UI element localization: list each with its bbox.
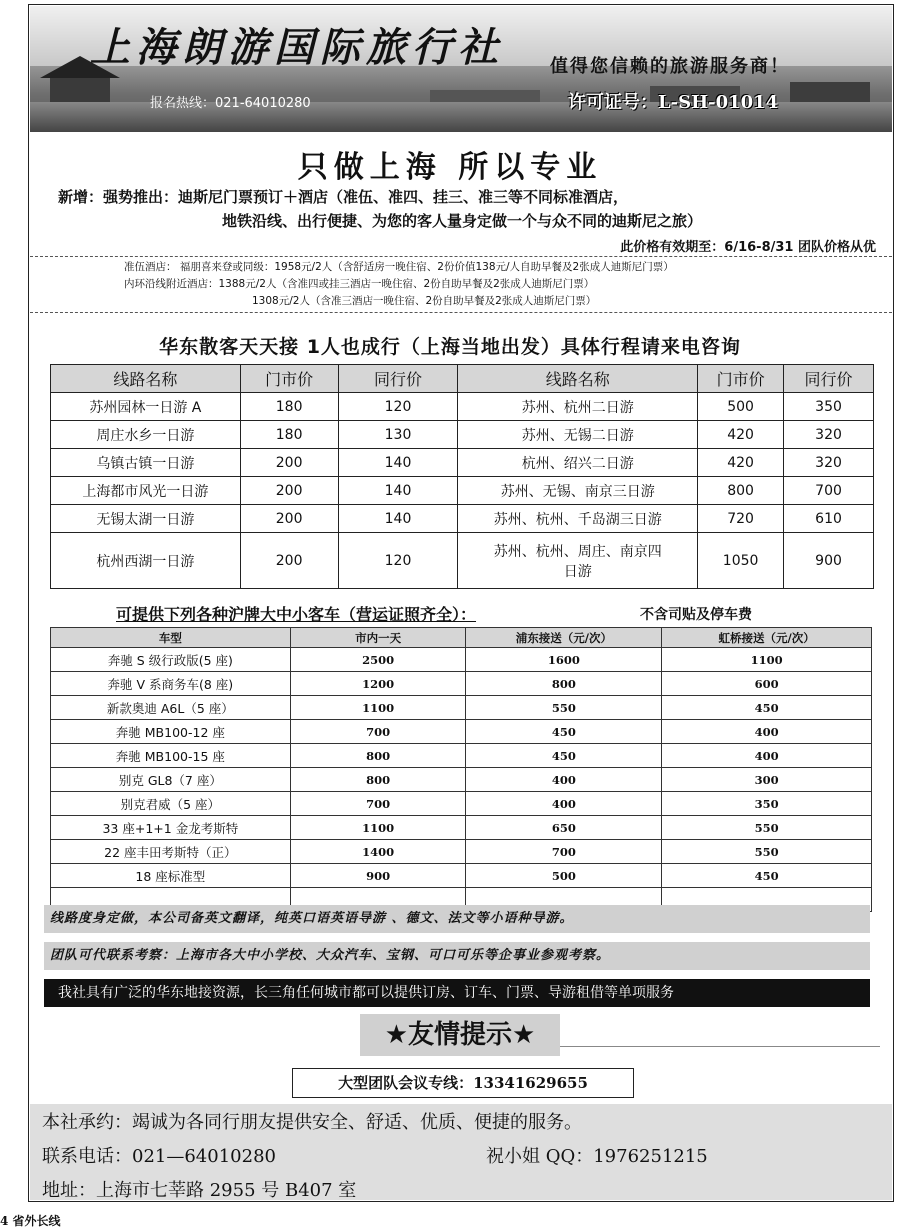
promo-line-1: 新增：强势推出：迪斯尼门票预订＋酒店（准伍、准四、挂三、准三等不同标准酒店， [58, 188, 629, 206]
table-cell: 800 [290, 768, 466, 792]
column-header: 同行价 [784, 365, 874, 393]
table-cell: 120 [338, 533, 458, 589]
table-cell: 180 [240, 393, 338, 421]
table-row [51, 768, 872, 792]
table-cell: 900 [290, 864, 466, 888]
service-promise: 本社承约：竭诚为各同行朋友提供安全、舒适、优质、便捷的服务。 [42, 1112, 582, 1133]
column-header: 同行价 [338, 365, 458, 393]
hotel-line: 1308元/2人（含准三酒店一晚住宿、2份自助早餐及2张成人迪斯尼门票） [252, 295, 597, 307]
table-cell: 140 [338, 477, 458, 505]
column-header: 车型 [51, 628, 291, 648]
table-cell: 180 [240, 421, 338, 449]
table-cell: 400 [466, 768, 662, 792]
table-cell: 130 [338, 421, 458, 449]
column-header: 门市价 [240, 365, 338, 393]
table-row [51, 864, 872, 888]
table-cell: 350 [784, 393, 874, 421]
table-cell: 200 [240, 449, 338, 477]
table-cell: 新款奥迪 A6L（5 座） [51, 696, 291, 720]
info-bar-inspection: 团队可代联系考察：上海市各大中小学校、大众汽车、宝钢、可口可乐等企事业参观考察。 [44, 942, 870, 970]
table-cell: 奔驰 MB100-15 座 [51, 744, 291, 768]
table-cell: 140 [338, 449, 458, 477]
table-cell: 周庄水乡一日游 [51, 421, 241, 449]
table-cell: 450 [662, 696, 872, 720]
table-row [51, 393, 874, 421]
table-cell: 420 [698, 421, 784, 449]
table-cell: 200 [240, 477, 338, 505]
table-cell: 33 座+1+1 金龙考斯特 [51, 816, 291, 840]
column-header: 市内一天 [290, 628, 466, 648]
company-name: 上海朗游国际旅行社 [90, 24, 504, 71]
column-header: 线路名称 [458, 365, 698, 393]
column-header: 虹桥接送（元/次） [662, 628, 872, 648]
table-cell: 550 [466, 696, 662, 720]
table-cell: 苏州园林一日游 A [51, 393, 241, 421]
address: 地址：上海市七莘路 2955 号 B407 室 [42, 1180, 357, 1201]
table-row [51, 672, 872, 696]
page-footer: 4 省外长线 [0, 1214, 61, 1228]
table-cell: 700 [290, 720, 466, 744]
table-cell: 120 [338, 393, 458, 421]
car-rental-table [50, 627, 872, 912]
table-row [51, 816, 872, 840]
table-cell: 别克君威（5 座） [51, 792, 291, 816]
table-row [51, 840, 872, 864]
table-cell: 550 [662, 840, 872, 864]
table-row [51, 792, 872, 816]
divider [560, 1046, 880, 1047]
table-cell: 2500 [290, 648, 466, 672]
meeting-hotline: 大型团队会议专线：13341629655 [292, 1068, 634, 1098]
tour-price-table [50, 364, 874, 589]
table-cell: 苏州、杭州二日游 [458, 393, 698, 421]
info-bar-custom-tours: 线路度身定做，本公司备英文翻译，纯英口语英语导游 、德文、法文等小语种导游。 [44, 905, 870, 933]
table-cell: 1050 [698, 533, 784, 589]
column-header: 线路名称 [51, 365, 241, 393]
table-cell: 500 [698, 393, 784, 421]
table-cell: 1100 [662, 648, 872, 672]
column-header: 浦东接送（元/次） [466, 628, 662, 648]
table-header-row [51, 628, 872, 648]
table-cell: 600 [662, 672, 872, 696]
table-cell: 300 [662, 768, 872, 792]
column-header: 门市价 [698, 365, 784, 393]
car-section-title: 可提供下列各种沪牌大中小客车（营运证照齐全）： [116, 605, 477, 624]
table-row [51, 477, 874, 505]
hotel-line: 内环沿线附近酒店：1388元/2人（含准四或挂三酒店一晚住宿、2份自助早餐及2张成人迪斯尼门票） [124, 278, 595, 290]
table-cell: 450 [662, 864, 872, 888]
table-cell: 别克 GL8（7 座） [51, 768, 291, 792]
table-row [51, 744, 872, 768]
table-cell: 900 [784, 533, 874, 589]
contact-phone: 联系电话：021—64010280 [42, 1146, 276, 1167]
table-cell: 800 [698, 477, 784, 505]
table-cell: 320 [784, 421, 874, 449]
table-row [51, 696, 872, 720]
table-cell: 杭州西湖一日游 [51, 533, 241, 589]
table-cell: 1100 [290, 696, 466, 720]
info-bar-services: 我社具有广泛的华东地接资源，长三角任何城市都可以提供订房、订车、门票、导游租借等单项服务 [44, 979, 870, 1007]
table-cell: 1200 [290, 672, 466, 696]
price-validity: 此价格有效期至：6/16-8/31 团队价格从优 [620, 240, 876, 255]
table-cell: 450 [466, 744, 662, 768]
promo-line-2: 地铁沿线、出行便捷、为您的客人量身定做一个与众不同的迪斯尼之旅） [222, 212, 703, 230]
table-cell: 400 [662, 720, 872, 744]
divider [30, 312, 892, 313]
table-cell: 18 座标准型 [51, 864, 291, 888]
motto: 只做上海 所以专业 [297, 150, 603, 185]
table-cell: 610 [784, 505, 874, 533]
table-cell: 奔驰 S 级行政版(5 座) [51, 648, 291, 672]
table-cell: 奔驰 V 系商务车(8 座) [51, 672, 291, 696]
table-row [51, 648, 872, 672]
table-cell: 无锡太湖一日游 [51, 505, 241, 533]
table-cell: 320 [784, 449, 874, 477]
table-header-row [51, 365, 874, 393]
table-cell: 1100 [290, 816, 466, 840]
table-cell: 苏州、无锡二日游 [458, 421, 698, 449]
table-cell: 650 [466, 816, 662, 840]
table-cell: 杭州、绍兴二日游 [458, 449, 698, 477]
table-row [51, 533, 874, 589]
slogan: 值得您信赖的旅游服务商！ [550, 56, 790, 77]
table-cell: 400 [662, 744, 872, 768]
table-cell: 500 [466, 864, 662, 888]
table-cell: 700 [784, 477, 874, 505]
table-cell: 550 [662, 816, 872, 840]
table-cell: 1400 [290, 840, 466, 864]
table-cell: 700 [466, 840, 662, 864]
table-cell: 奔驰 MB100-12 座 [51, 720, 291, 744]
contact-person-qq: 祝小姐 QQ：1976251215 [486, 1146, 708, 1167]
table-cell: 200 [240, 533, 338, 589]
table-cell: 1600 [466, 648, 662, 672]
table-cell: 苏州、无锡、南京三日游 [458, 477, 698, 505]
table-cell: 苏州、杭州、千岛湖三日游 [458, 505, 698, 533]
table-cell: 700 [290, 792, 466, 816]
table-cell: 400 [466, 792, 662, 816]
table-cell: 上海都市风光一日游 [51, 477, 241, 505]
table-cell: 350 [662, 792, 872, 816]
header-banner [30, 6, 892, 132]
tour-section-title: 华东散客天天接 1人也成行（上海当地出发）具体行程请来电咨询 [159, 336, 741, 358]
table-cell: 450 [466, 720, 662, 744]
table-cell: 800 [290, 744, 466, 768]
friendly-tip-heading: ★友情提示★ [360, 1014, 560, 1056]
table-cell: 乌镇古镇一日游 [51, 449, 241, 477]
table-cell: 22 座丰田考斯特（正） [51, 840, 291, 864]
table-cell: 420 [698, 449, 784, 477]
table-row [51, 421, 874, 449]
table-cell: 200 [240, 505, 338, 533]
car-note: 不含司贴及停车费 [640, 607, 752, 623]
table-cell: 720 [698, 505, 784, 533]
table-row [51, 720, 872, 744]
table-row [51, 449, 874, 477]
divider [30, 256, 892, 257]
hotline: 报名热线：021-64010280 [150, 96, 311, 111]
hotel-line: 准伍酒店： 福朋喜来登或同级：1958元/2人（含舒适房一晚住宿、2份价值138元/人自助早餐及2张成人迪斯尼门票） [124, 261, 674, 273]
table-cell: 800 [466, 672, 662, 696]
table-row [51, 505, 874, 533]
table-cell: 苏州、杭州、周庄、南京四日游 [458, 533, 698, 589]
table-cell: 140 [338, 505, 458, 533]
license-number: 许可证号：L-SH-01014 [568, 92, 779, 113]
